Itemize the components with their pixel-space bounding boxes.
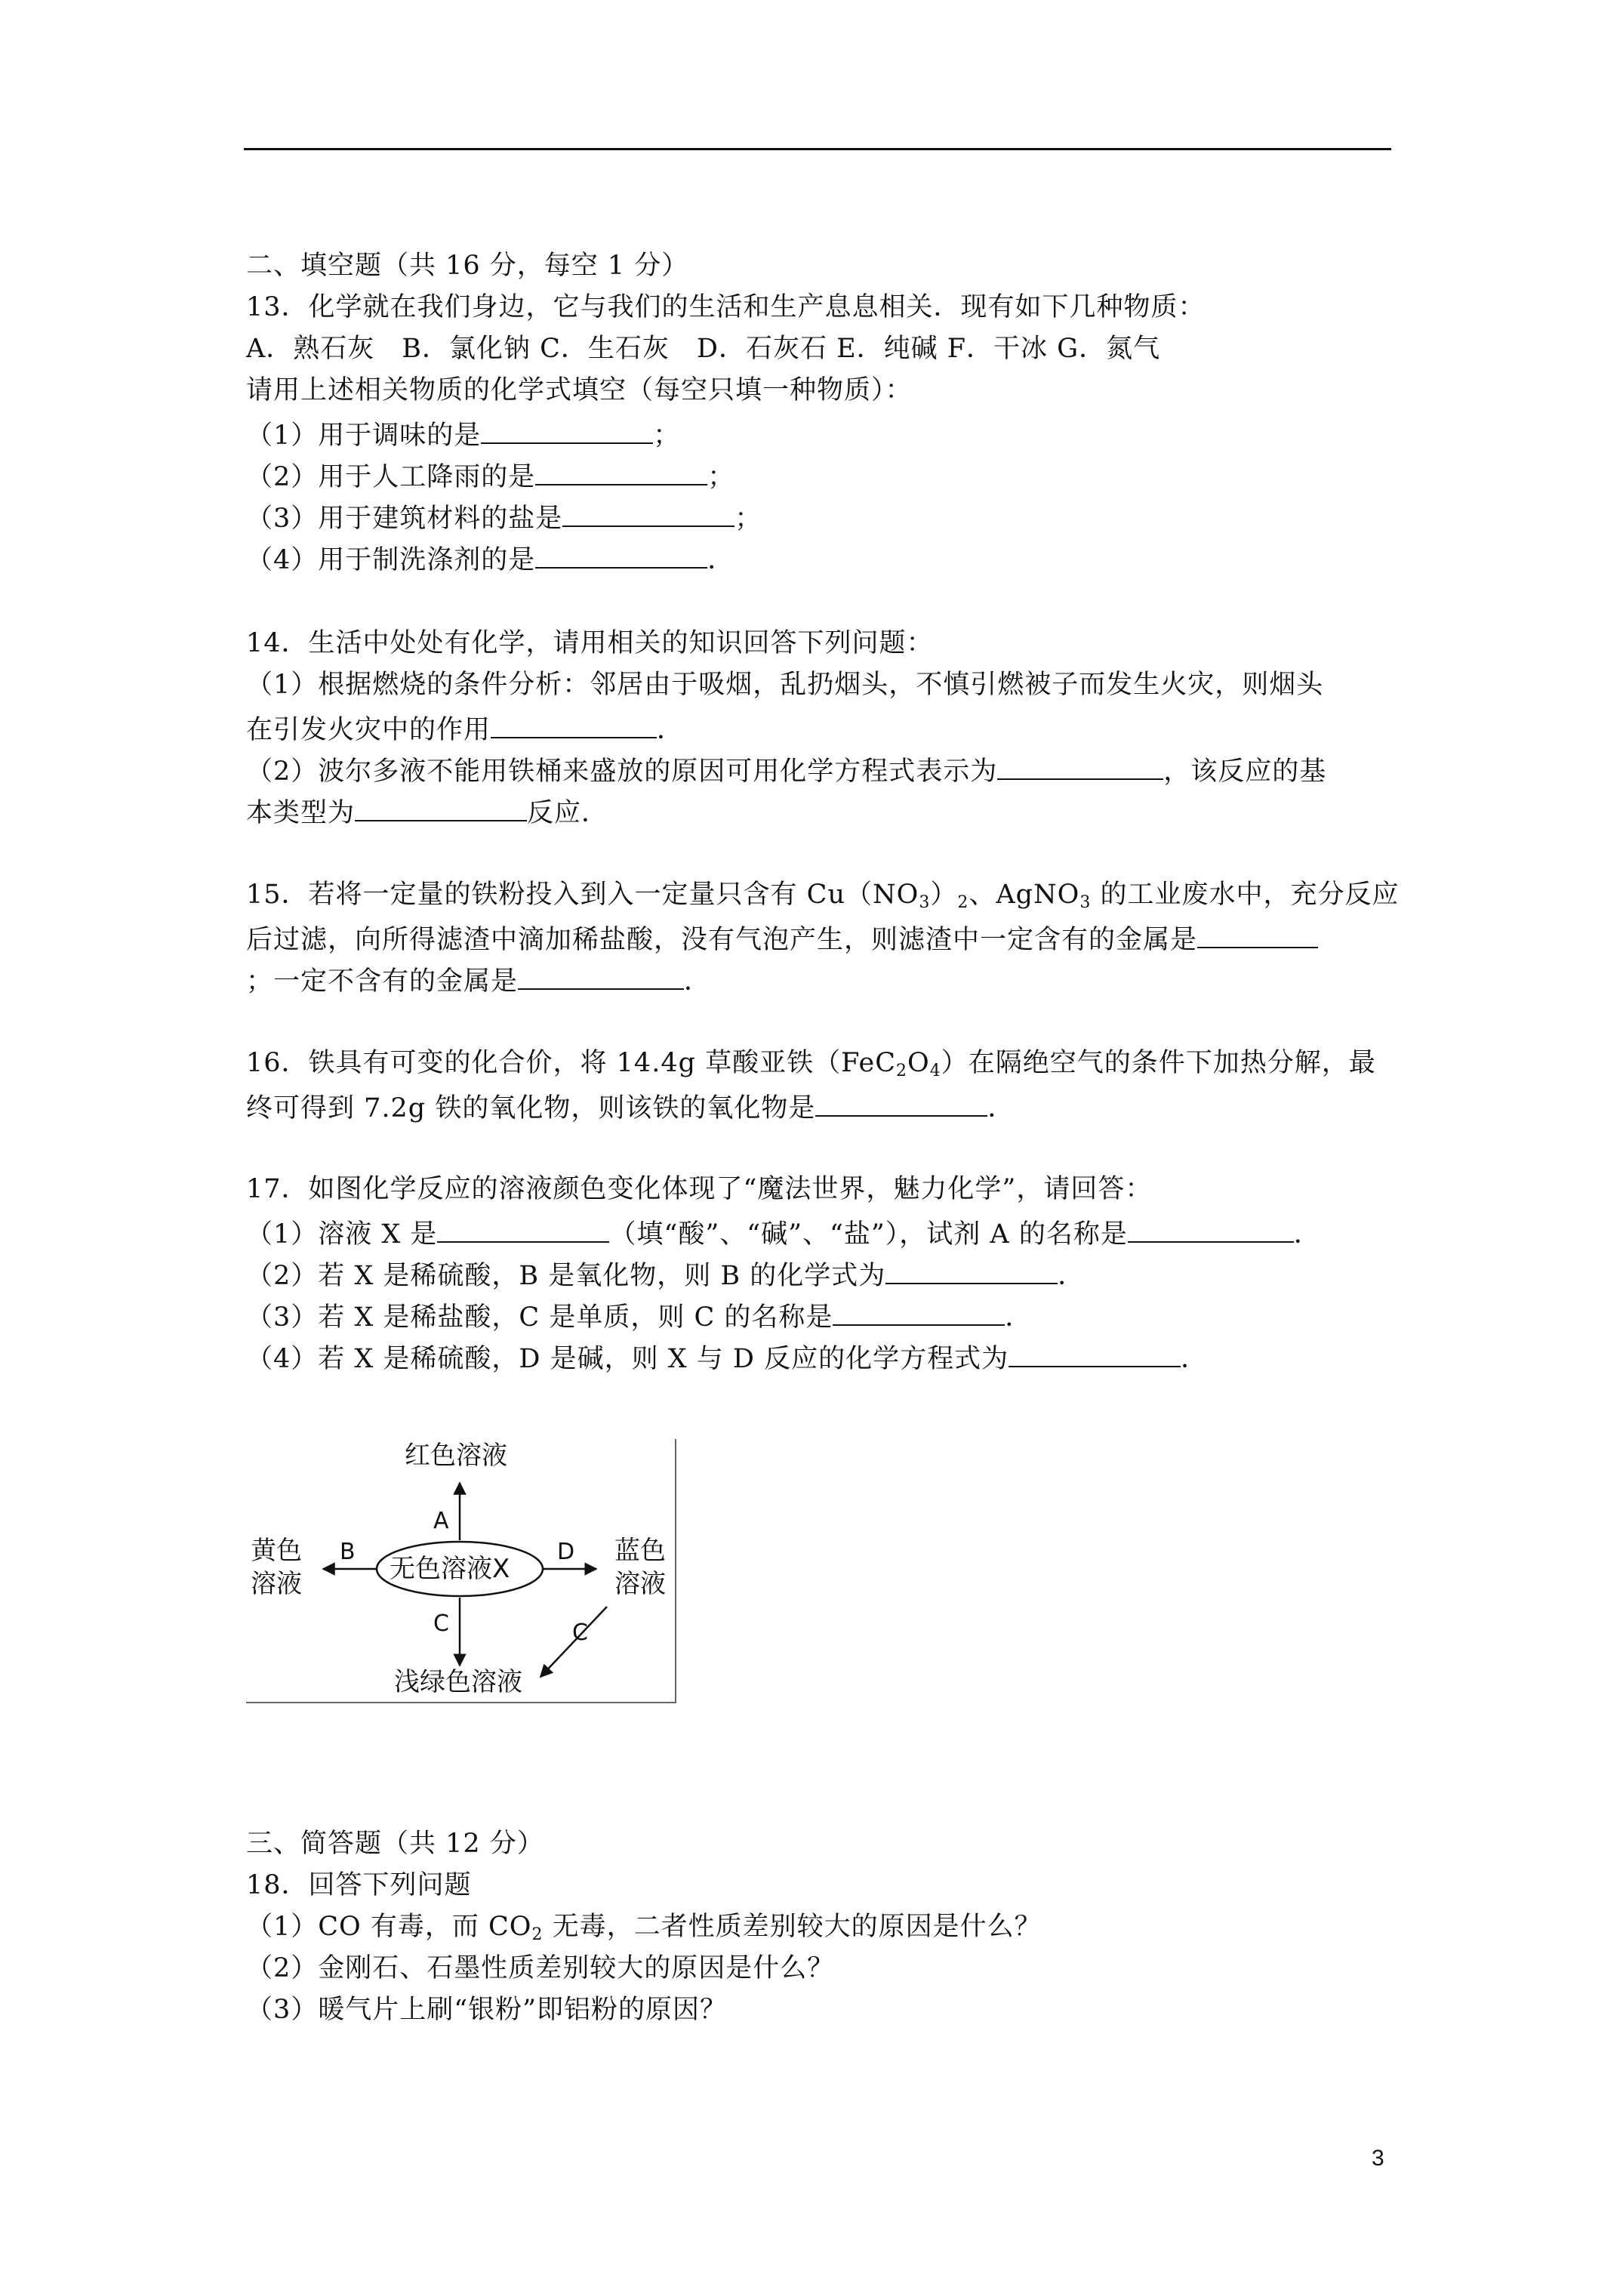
- q13-part2: （2）用于人工降雨的是 ；: [246, 457, 735, 494]
- diagram-border-bottom: [246, 1702, 676, 1703]
- answer-blank[interactable]: [481, 415, 653, 444]
- q14-stem: 14．生活中处处有化学，请用相关的知识回答下列问题：: [246, 628, 934, 658]
- q16-line1: 16．铁具有可变的化合价，将 14.4g 草酸亚铁$(FeC_2O_4)$在隔绝空气的条件下加热分解，最: [246, 1048, 1376, 1080]
- q13-instruction: 请用上述相关物质的化学式填空（每空只填一种物质）：: [246, 375, 913, 405]
- label-light-green-solution: 浅绿色溶液: [394, 1667, 522, 1697]
- answer-blank[interactable]: [815, 1088, 987, 1117]
- q18-part3: （3）暖气片上刷“银粉”即铝粉的原因？: [246, 1995, 728, 2025]
- answer-blank[interactable]: [491, 710, 657, 738]
- q14-part1-line1: （1）根据燃烧的条件分析：邻居由于吸烟，乱扔烟头，不慎引燃被子而发生火灾，则烟头: [246, 670, 1324, 700]
- answer-blank[interactable]: [885, 1256, 1058, 1284]
- answer-blank[interactable]: [562, 498, 735, 527]
- answer-blank[interactable]: [518, 961, 684, 990]
- q14-part2-line1: （2）波尔多液不能用铁桶来盛放的原因可用化学方程式表示为 ，该反应的基: [246, 751, 1326, 788]
- q13-part4: （4）用于制洗涤剂的是 ．: [246, 540, 735, 577]
- q17-part4: （4）若 X 是稀硫酸，D 是碱，则 X 与 D 反应的化学方程式为 ．: [246, 1339, 1208, 1376]
- q17-part2: （2）若 X 是稀硫酸，B 是氧化物，则 B 的化学式为 ．: [246, 1256, 1085, 1293]
- answer-blank[interactable]: [1197, 920, 1318, 948]
- q18-part1: （1）CO 有毒，而 $CO_2$ 无毒，二者性质差别较大的原因是什么？: [246, 1912, 1042, 1944]
- q17-part3: （3）若 X 是稀盐酸，C 是单质，则 C 的名称是 ．: [246, 1297, 1032, 1334]
- answer-blank[interactable]: [437, 1214, 609, 1243]
- reaction-diagram: [246, 1439, 676, 1703]
- answer-blank[interactable]: [1009, 1339, 1181, 1367]
- q14-part1-line2: 在引发火灾中的作用 ．: [246, 710, 684, 747]
- section-title: 二、填空题（共 16 分，每空 1 分）: [246, 251, 689, 281]
- q13-options: A．熟石灰 B．氯化钠 C．生石灰 D．石灰石 E．纯碱 F．干冰 G．氮气: [246, 334, 1161, 364]
- q17-part1: （1）溶液 X 是 （填“酸”、“碱”、“盐”），试剂 A 的名称是 ．: [246, 1214, 1321, 1251]
- q13-part1: （1）用于调味的是 ；: [246, 415, 680, 452]
- section-title: 三、简答题（共 12 分）: [246, 1829, 544, 1859]
- label-c: C: [433, 1610, 449, 1637]
- label-center: 无色溶液X: [390, 1554, 510, 1584]
- answer-blank[interactable]: [997, 751, 1163, 780]
- q15-line1: 15．若将一定量的铁粉投入到入一定量只含有 $Cu(NO_3)_2$、AgNO$_3$ 的工业废水中，充分反应: [246, 880, 1400, 912]
- answer-blank[interactable]: [535, 540, 707, 569]
- q15-line2: 后过滤，向所得滤渣中滴加稀盐酸，没有气泡产生，则滤渣中一定含有的金属是: [246, 920, 1318, 957]
- page-number: 3: [1372, 2146, 1384, 2171]
- label-c2: C: [572, 1620, 588, 1646]
- answer-blank[interactable]: [535, 457, 707, 485]
- q18-part2: （2）金刚石、石墨性质差别较大的原因是什么？: [246, 1953, 835, 1983]
- answer-blank[interactable]: [1128, 1214, 1294, 1243]
- label-b: B: [340, 1539, 356, 1565]
- label-yellow-1: 黄色: [251, 1536, 302, 1566]
- diagram-border-right: [675, 1439, 676, 1703]
- label-blue-1: 蓝色: [614, 1536, 666, 1566]
- label-red-solution: 红色溶液: [405, 1441, 507, 1471]
- label-blue-2: 溶液: [614, 1569, 666, 1599]
- q17-stem: 17．如图化学反应的溶液颜色变化体现了“魔法世界，魅力化学”，请回答：: [246, 1174, 1153, 1204]
- q14-part2-line2: 本类型为 反应．: [246, 793, 608, 830]
- label-d: D: [557, 1539, 575, 1565]
- q16-line2: 终可得到 7.2g 铁的氧化物，则该铁的氧化物是 ．: [246, 1088, 1015, 1125]
- q13-stem: 13．化学就在我们身边，它与我们的生活和生产息息相关．现有如下几种物质：: [246, 292, 1206, 322]
- q15-line3: ；一定不含有的金属是 ．: [246, 961, 711, 998]
- answer-blank[interactable]: [833, 1297, 1005, 1326]
- label-a: A: [433, 1508, 449, 1534]
- q18-stem: 18．回答下列问题: [246, 1870, 472, 1900]
- q13-part3: （3）用于建筑材料的盐是 ；: [246, 498, 762, 535]
- answer-blank[interactable]: [355, 793, 527, 821]
- label-yellow-2: 溶液: [251, 1569, 302, 1599]
- header-rule: [244, 148, 1391, 150]
